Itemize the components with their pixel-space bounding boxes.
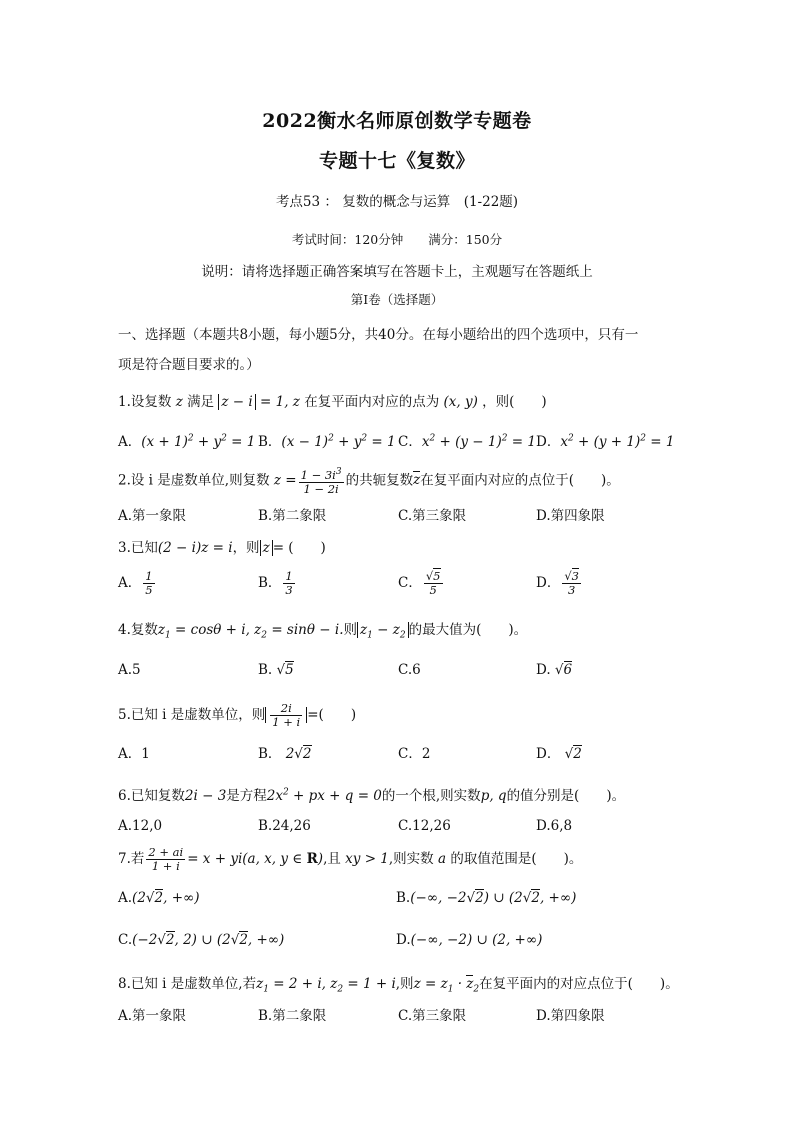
- q2-option-a[interactable]: A.第一象限: [118, 508, 187, 524]
- topic-line: 考点53 ： 复数的概念与运算 (1-22题): [275, 194, 519, 210]
- question-5: [118, 702, 356, 729]
- q3-option-d[interactable]: D． $\frac{√3}{3}$: [536, 569, 579, 597]
- q4-option-a[interactable]: A.5: [118, 662, 141, 678]
- q3-math-eq: (2 − i)z = i: [157, 540, 233, 556]
- q8-option-d[interactable]: D.第四象限: [536, 1008, 605, 1024]
- q7-fraction: $\frac{2 + ai}{1 + i}$: [148, 845, 184, 873]
- q5-option-c[interactable]: C．2: [398, 746, 431, 762]
- q8-math-z: $z = z_1 \cdot z_2$: [413, 976, 480, 995]
- q1-math-cond: z − i = 1, z: [218, 394, 300, 410]
- q1-stem-c: 在复平面内对应的点为: [304, 394, 440, 410]
- q3-option-b[interactable]: B． $\frac{1}{3}$: [258, 569, 293, 597]
- question-8: [118, 972, 679, 995]
- question-6: [118, 784, 625, 804]
- q6-math-eq: $2x^2$ + px + q = 0: [266, 787, 382, 804]
- q8-stem-c: 在复平面内的对应点位于( )。: [479, 976, 679, 992]
- q4-math-def: $z_1 = \cos\theta + i$, $z_2 = \sin\theta - i$.: [157, 622, 344, 641]
- q7-option-b[interactable]: B.(−∞, −2√2) ∪ (2√2, +∞): [396, 890, 577, 906]
- question-7: [118, 846, 582, 873]
- q7-option-a[interactable]: A.(2√2, +∞): [118, 890, 200, 906]
- q5-option-b[interactable]: B． 2√2: [258, 746, 312, 762]
- exam-info: 考试时间：120分钟 满分：150分: [291, 232, 503, 247]
- q7-stem-b: ,且: [323, 851, 341, 867]
- q6-option-a[interactable]: A.12,0: [118, 818, 163, 834]
- q2-option-c[interactable]: C.第三象限: [398, 508, 467, 524]
- q4-option-c[interactable]: C.6: [398, 662, 421, 678]
- q3-option-c[interactable]: C． $\frac{√5}{5}$: [398, 569, 441, 597]
- q7-stem-c: ,则实数: [388, 851, 434, 867]
- question-3: [118, 536, 326, 556]
- instructions: 说明：请将选择题正确答案填写在答题卡上，主观题写在答题纸上: [201, 264, 593, 280]
- q1-option-d[interactable]: D．$x^2 + (y + 1)^2 = 1$: [536, 433, 675, 450]
- q4-stem-a: 4.复数: [118, 622, 158, 638]
- q1-option-c[interactable]: C．$x^2 + (y - 1)^2 = 1$: [398, 433, 536, 450]
- q1-stem-b: 满足: [187, 394, 215, 410]
- q7-option-c[interactable]: C.(−2√2, 2) ∪ (2√2, +∞): [118, 932, 285, 948]
- page-title: 2022衡水名师原创数学专题卷: [262, 110, 532, 132]
- q3-stem-b: ，则: [232, 540, 260, 556]
- q7-math-xy: xy > 1: [340, 851, 389, 867]
- q1-option-b[interactable]: B．$(x - 1)^2 + y^2 = 1$: [258, 433, 396, 450]
- q3-stem-a: 3.已知: [118, 540, 158, 556]
- q6-stem-c: 的一个根,则实数: [381, 788, 481, 804]
- question-2: [118, 466, 620, 496]
- q6-option-c[interactable]: C.12,26: [398, 818, 451, 834]
- q8-stem-b: ,则: [395, 976, 414, 992]
- q8-option-b[interactable]: B.第二象限: [258, 1008, 327, 1024]
- q7-math-eq: = x + yi(a, x, y ∈ R): [187, 851, 324, 867]
- q4-stem-b: 则: [343, 622, 357, 638]
- q1-option-a[interactable]: A．$(x + 1)^2 + y^2 = 1$: [118, 433, 256, 450]
- q5-stem-b: =( ): [307, 707, 357, 723]
- q6-stem-d: 的值分别是( )。: [506, 788, 626, 804]
- q7-math-a: a: [433, 851, 451, 867]
- q7-stem-a: 7.若: [118, 851, 145, 867]
- q4-option-d[interactable]: D. √6: [536, 662, 573, 678]
- q6-stem-a: 6.已知复数: [118, 788, 185, 804]
- q5-option-a[interactable]: A．1: [118, 746, 150, 762]
- q2-stem-c: 在复平面内对应的点位于( )。: [420, 472, 620, 489]
- q6-stem-b: 是方程: [226, 788, 267, 804]
- q7-stem-d: 的取值范围是( )。: [450, 851, 583, 867]
- q1-stem-d: ，则( ): [482, 394, 547, 410]
- q1-math-point: (x, y): [443, 394, 478, 410]
- q6-option-b[interactable]: B.24,26: [258, 818, 311, 834]
- q2-option-d[interactable]: D.第四象限: [536, 508, 605, 524]
- page-subtitle: 专题十七《复数》: [318, 150, 475, 172]
- q4-math-abs: $z_1 - z_2$: [357, 622, 409, 638]
- q3-option-a[interactable]: A． $\frac{1}{5}$: [118, 569, 153, 597]
- q4-option-b[interactable]: B. √5: [258, 662, 294, 678]
- q2-math-zbar: z: [413, 472, 421, 489]
- q6-option-d[interactable]: D.6,8: [536, 818, 573, 834]
- q4-stem-c: 的最大值为( )。: [408, 622, 528, 638]
- section-intro-line1: 一、选择题（本题共8小题，每小题5分，共40分。在每小题给出的四个选项中，只有一: [118, 327, 639, 343]
- q8-option-c[interactable]: C.第三象限: [398, 1008, 467, 1024]
- q2-fraction: $\frac{1 - 3i^3}{1 - 2i}$: [300, 467, 342, 496]
- section-intro-line2: 项是符合题目要求的。）: [118, 357, 260, 373]
- q6-math-pq: p, q: [480, 788, 507, 804]
- q6-math-root: 2i − 3: [184, 788, 227, 804]
- q2-math-z: z =: [273, 472, 297, 489]
- q2-stem-b: 的共轭复数: [345, 472, 414, 489]
- q3-stem-c: = ( ): [272, 540, 326, 556]
- q2-option-b[interactable]: B.第二象限: [258, 508, 327, 524]
- volume-label: 第I卷（选择题）: [350, 292, 444, 307]
- q3-math-abs: z: [260, 540, 273, 556]
- q5-stem-a: 5.已知 i 是虚数单位，则: [118, 707, 266, 723]
- question-1: [118, 390, 547, 410]
- q1-math-z: z: [175, 394, 188, 410]
- q5-math-abs: $\frac{2i}{1 + i}$: [265, 707, 307, 723]
- q5-option-d[interactable]: D． √2: [536, 746, 582, 762]
- q7-option-d[interactable]: D.(−∞, −2) ∪ (2, +∞): [396, 932, 543, 948]
- q1-stem-a: 1.设复数: [118, 394, 172, 410]
- q8-stem-a: 8.已知 i 是虚数单位,若: [118, 976, 257, 992]
- q8-math-def: $z_1 = 2 + i$, $z_2 = 1 + i$: [256, 976, 396, 995]
- question-4: [118, 618, 527, 641]
- q8-option-a[interactable]: A.第一象限: [118, 1008, 187, 1024]
- q2-stem-a: 2.设 i 是虚数单位,则复数: [118, 472, 270, 489]
